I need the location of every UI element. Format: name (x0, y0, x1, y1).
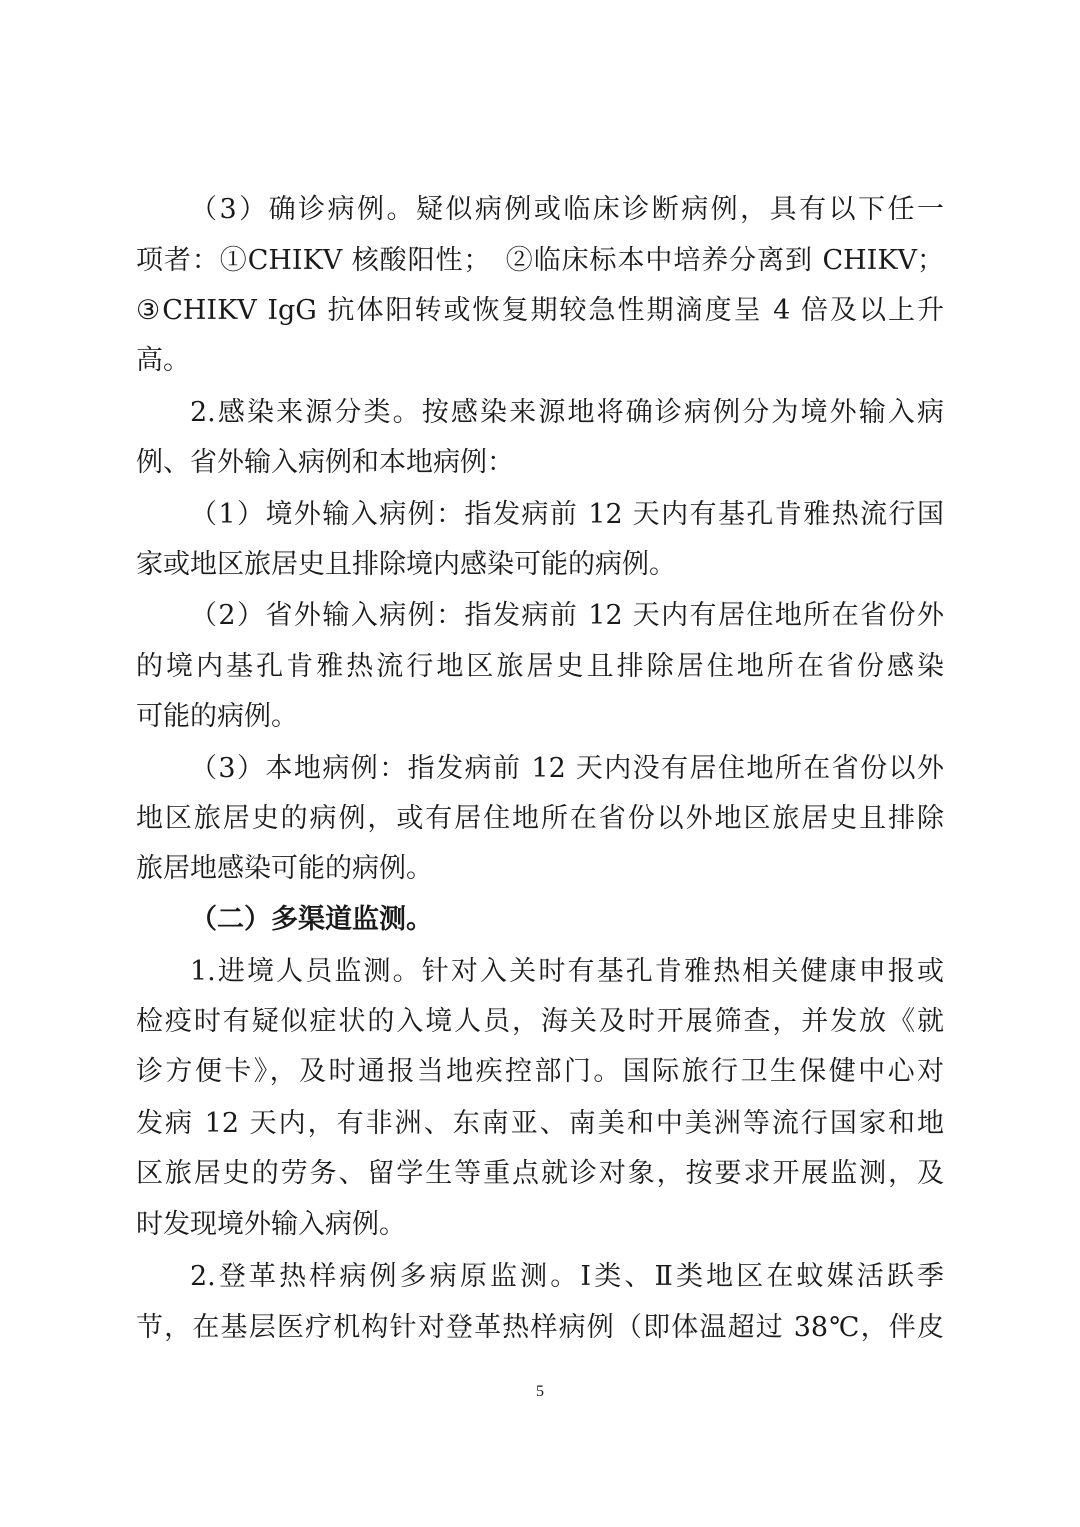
text-line: 的境内基孔肯雅热流行地区旅居史且排除居住地所在省份感染 (136, 651, 944, 682)
text-line: 诊方便卡》，及时通报当地疾控部门。国际旅行卫生保健中心对 (136, 1056, 944, 1087)
text-line: 旅居地感染可能的病例。 (136, 853, 433, 884)
text-line: 节，在基层医疗机构针对登革热样病例（即体温超过 38℃，伴皮 (136, 1312, 944, 1343)
text-line: 家或地区旅居史且排除境内感染可能的病例。 (136, 549, 676, 580)
text-line: 例、省外输入病例和本地病例： (136, 447, 514, 478)
text-line: 可能的病例。 (136, 701, 298, 732)
text-line: （3）确诊病例。疑似病例或临床诊断病例，具有以下任一 (190, 194, 944, 225)
text-line: （1）境外输入病例：指发病前 12 天内有基孔肯雅热流行国 (190, 499, 944, 530)
text-line: ③CHIKV IgG 抗体阳转或恢复期较急性期滴度呈 4 倍及以上升 (136, 295, 944, 326)
page-number: 5 (536, 1383, 544, 1400)
text-line: 地区旅居史的病例，或有居住地所在省份以外地区旅居史且排除 (136, 803, 944, 834)
text-line: 项者：①CHIKV 核酸阳性； ②临床标本中培养分离到 CHIKV； (136, 245, 944, 276)
text-line: 2.登革热样病例多病原监测。Ⅰ类、Ⅱ类地区在蚊媒活跃季 (190, 1261, 944, 1292)
text-line: 高。 (136, 345, 190, 376)
section-heading: （二）多渠道监测。 (190, 904, 433, 935)
text-line: 发病 12 天内，有非洲、东南亚、南美和中美洲等流行国家和地 (136, 1108, 944, 1139)
text-line: 1.进境人员监测。针对入关时有基孔肯雅热相关健康申报或 (190, 956, 944, 987)
text-line: 2.感染来源分类。按感染来源地将确诊病例分为境外输入病 (190, 397, 944, 428)
text-line: 时发现境外输入病例。 (136, 1209, 406, 1240)
text-line: （3）本地病例：指发病前 12 天内没有居住地所在省份以外 (190, 753, 944, 784)
text-line: 区旅居史的劳务、留学生等重点就诊对象，按要求开展监测，及 (136, 1158, 944, 1189)
text-line: 检疫时有疑似症状的入境人员，海关及时开展筛查，并发放《就 (136, 1006, 944, 1037)
text-line: （2）省外输入病例：指发病前 12 天内有居住地所在省份外 (190, 600, 944, 631)
